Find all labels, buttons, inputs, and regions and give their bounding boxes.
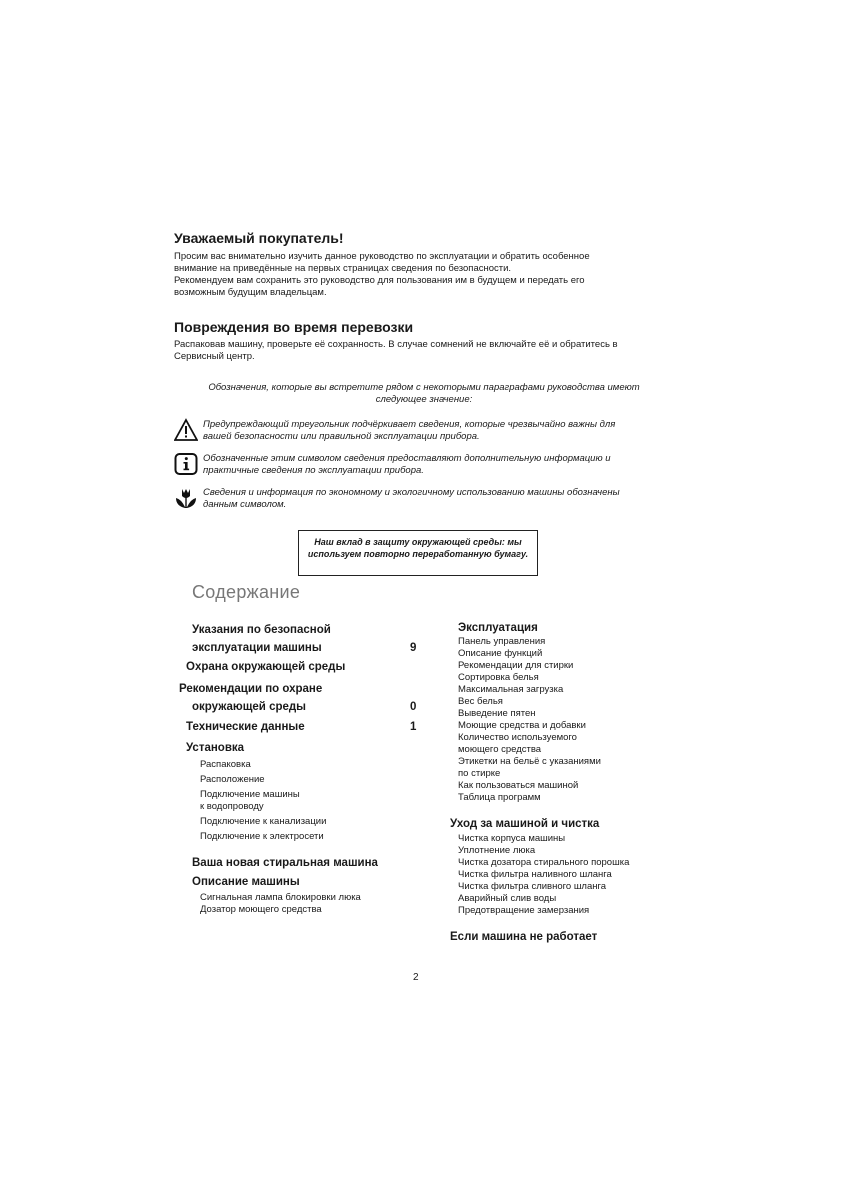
toc-item[interactable]: по стирке <box>458 768 501 779</box>
toc-item[interactable]: Этикетки на бельё с указаниями <box>458 756 601 767</box>
toc-item[interactable]: Количество используемого <box>458 732 577 743</box>
toc-item[interactable]: к водопроводу <box>200 801 264 812</box>
toc-page-number: 9 <box>410 642 417 654</box>
transport-line: Распаковав машину, проверьте её сохранность. В случае сомнений не включайте её и обратитесь в <box>174 339 618 350</box>
info-text-line: практичные сведения по эксплуатации прибора. <box>203 465 424 476</box>
toc-item[interactable]: Распаковка <box>200 759 251 770</box>
toc-item[interactable]: Аварийный слив воды <box>458 893 557 904</box>
toc-item[interactable]: Уплотнение люка <box>458 845 536 856</box>
toc-item[interactable]: Сигнальная лампа блокировки люка <box>200 892 361 903</box>
toc-item[interactable]: Сортировка белья <box>458 672 539 683</box>
greeting-line: внимание на приведённые на первых страницах сведения по безопасности. <box>174 263 512 274</box>
warning-text-line: вашей безопасности или правильной эксплуатации прибора. <box>203 431 480 442</box>
toc-title: Содержание <box>192 582 301 602</box>
toc-heading-safety-cont: эксплуатации машины <box>192 642 322 654</box>
greeting-title: Уважаемый покупатель! <box>174 230 344 246</box>
toc-operation-list <box>458 636 601 804</box>
toc-item[interactable]: Чистка корпуса машины <box>458 833 566 844</box>
toc-heading-troubleshooting: Если машина не работает <box>450 931 598 943</box>
warning-triangle-icon <box>174 418 198 442</box>
warning-text-line: Предупреждающий треугольник подчёркивает сведения, которые чрезвычайно важны для <box>203 419 616 430</box>
toc-heading-new-machine: Ваша новая стиральная машина <box>192 857 378 869</box>
toc-item[interactable]: Максимальная загрузка <box>458 684 564 695</box>
toc-item[interactable]: Дозатор моющего средства <box>200 904 322 915</box>
toc-item[interactable]: Моющие средства и добавки <box>458 720 586 731</box>
toc-item[interactable]: Предотвращение замерзания <box>458 905 590 916</box>
transport-title: Повреждения во время перевозки <box>174 319 414 335</box>
toc-item[interactable]: моющего средства <box>458 744 542 755</box>
info-text <box>203 453 673 477</box>
toc-care-list <box>458 833 629 917</box>
page-number: 2 <box>413 972 419 983</box>
symbols-intro <box>174 382 674 406</box>
warning-text <box>203 419 673 443</box>
toc-heading-env-recommendations-cont: окружающей среды <box>192 701 307 713</box>
info-text-line: Обозначенные этим символом сведения предоставляют дополнительную информацию и <box>203 453 611 464</box>
toc-item[interactable]: Подключение машины <box>200 789 300 800</box>
toc-heading-technical: Технические данные <box>186 721 305 733</box>
recycled-paper-notice <box>298 530 538 576</box>
greeting-paragraph <box>174 251 674 299</box>
toc-heading-care: Уход за машиной и чистка <box>450 818 600 830</box>
toc-page-number: 0 <box>410 701 417 713</box>
transport-line: Сервисный центр. <box>174 351 255 362</box>
toc-item[interactable]: Чистка фильтра наливного шланга <box>458 869 612 880</box>
symbols-intro-line: Обозначения, которые вы встретите рядом с некоторыми параграфами руководства имеют <box>208 382 640 393</box>
info-icon <box>174 452 198 476</box>
toc-item[interactable]: Рекомендации для стирки <box>458 660 574 671</box>
toc-heading-env-recommendations: Рекомендации по охране <box>179 683 323 695</box>
eco-flower-icon <box>174 486 198 510</box>
notice-line: Наш вклад в защиту окружающей среды: мы <box>314 537 522 547</box>
toc-page-number: 1 <box>410 721 417 733</box>
notice-line: используем повторно переработанную бумагу. <box>307 549 529 559</box>
toc-item[interactable]: Выведение пятен <box>458 708 536 719</box>
greeting-line: возможным будущим владельцам. <box>174 287 327 298</box>
toc-heading-installation: Установка <box>186 742 245 754</box>
transport-paragraph <box>174 339 674 363</box>
toc-heading-safety: Указания по безопасной <box>192 624 331 636</box>
toc-item[interactable]: Вес белья <box>458 696 503 707</box>
toc-item[interactable]: Подключение к электросети <box>200 831 324 842</box>
toc-heading-operation: Эксплуатация <box>458 622 538 634</box>
toc-item[interactable]: Таблица программ <box>458 792 541 803</box>
toc-item[interactable]: Подключение к канализации <box>200 816 327 827</box>
toc-heading-environment: Охрана окружающей среды <box>186 661 346 673</box>
eco-text-line: данным символом. <box>203 499 287 510</box>
toc-install-list <box>200 759 326 843</box>
eco-text-line: Сведения и информация по экономному и экологичному использованию машины обозначены <box>203 487 620 498</box>
eco-text <box>203 487 673 511</box>
toc-item[interactable]: Как пользоваться машиной <box>458 780 579 791</box>
toc-heading-description: Описание машины <box>192 876 300 888</box>
greeting-line: Рекомендуем вам сохранить это руководство для пользования им в будущем и передать его <box>174 275 585 286</box>
toc-item[interactable]: Чистка фильтра сливного шланга <box>458 881 607 892</box>
toc-description-list <box>200 892 361 916</box>
toc-item[interactable]: Расположение <box>200 774 265 785</box>
greeting-line: Просим вас внимательно изучить данное руководство по эксплуатации и обратить особенное <box>174 251 590 262</box>
symbols-intro-line: следующее значение: <box>375 394 473 405</box>
toc-item[interactable]: Панель управления <box>458 636 546 647</box>
toc-item[interactable]: Чистка дозатора стирального порошка <box>458 857 630 868</box>
toc-item[interactable]: Описание функций <box>458 648 543 659</box>
